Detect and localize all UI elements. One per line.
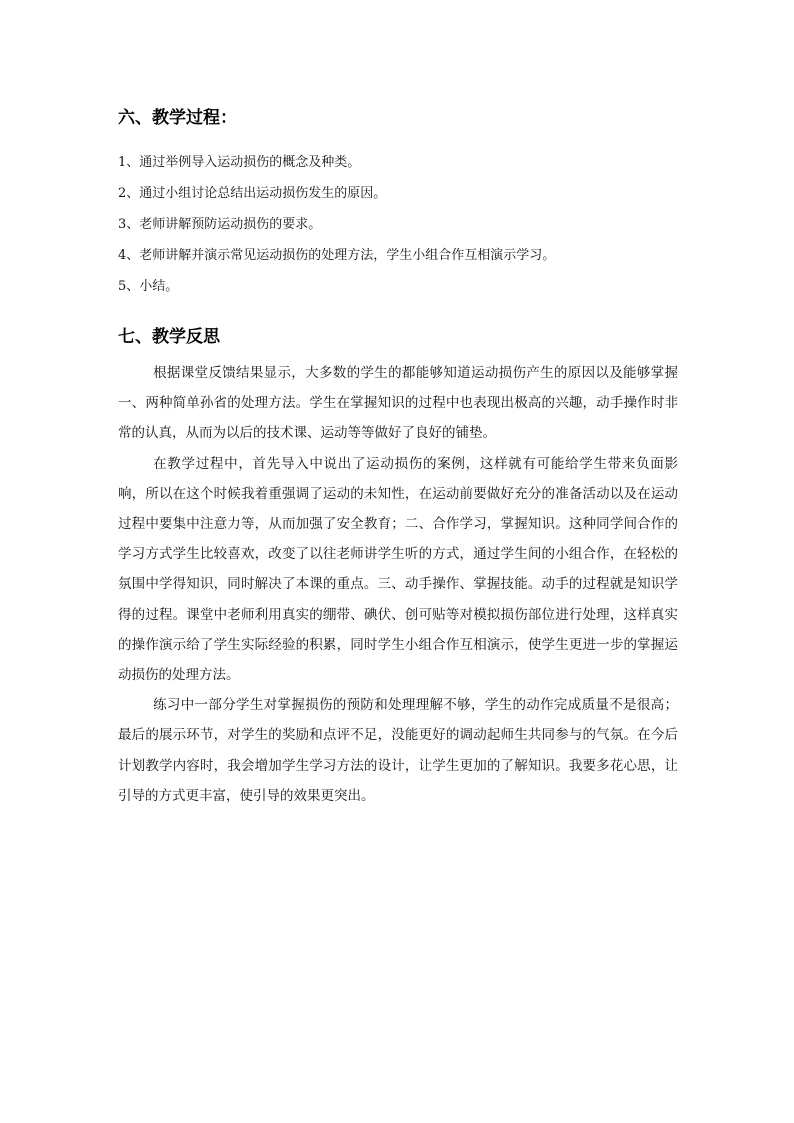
section-title: 六、教学过程： (118, 108, 237, 128)
list-item: 3、老师讲解预防运动损伤的要求。 (118, 217, 322, 232)
paragraph: 在教学过程中，首先导入中说出了运动损伤的案例，这样就有可能给学生带来负面影响，所以在这个时候我着重强调了运动的未知性，在运动前要做好充分的准备活动以及在运动过程中要集中注意力等，从而加强了安全教育；二、合作学习，掌握知识。这种同学间合作的学习方式学生比较喜欢，改变了以往老师讲学生听的方式，通过学生间的小组合作，在轻松的氛围中学得知识，同时解决了本课的重点。三、动手操作、掌握技能。动手的过程就是知识学得的过程。课堂中老师利用真实的绷带、碘伏、创可贴等对模拟损伤部位进行处理，这样真实的操作演示给了学生实际经验的积累，同时学生小组合作互相演示，使学生更进一步的掌握运动损伤的处理方法。 (118, 455, 678, 684)
list-item: 5、小结。 (118, 279, 179, 294)
list-item: 4、老师讲解并演示常见运动损伤的处理方法，学生小组合作互相演示学习。 (118, 248, 556, 263)
list-item: 1、通过举例导入运动损伤的概念及种类。 (118, 155, 361, 170)
reflection-body (118, 358, 678, 811)
section-teaching-reflection (118, 326, 678, 811)
section-title: 七、教学反思 (118, 327, 220, 347)
paragraph: 练习中一部分学生对掌握损伤的预防和处理理解不够，学生的动作完成质量不是很高；最后的展示环节，对学生的奖励和点评不足，没能更好的调动起师生共同参与的气氛。在今后计划教学内容时，我会增加学生学习方法的设计，让学生更加的了解知识。我要多花心思，让引导的方式更丰富，使引导的效果更突出。 (118, 697, 678, 804)
process-steps-list (118, 147, 678, 302)
list-item: 2、通过小组讨论总结出运动损伤发生的原因。 (118, 186, 387, 201)
paragraph: 根据课堂反馈结果显示，大多数的学生的都能够知道运动损伤产生的原因以及能够掌握一、两种简单孙省的处理方法。学生在掌握知识的过程中也表现出极高的兴趣，动手操作时非常的认真，从而为以后的技术课、运动等等做好了良好的铺垫。 (118, 365, 678, 442)
section-teaching-process (118, 107, 678, 302)
